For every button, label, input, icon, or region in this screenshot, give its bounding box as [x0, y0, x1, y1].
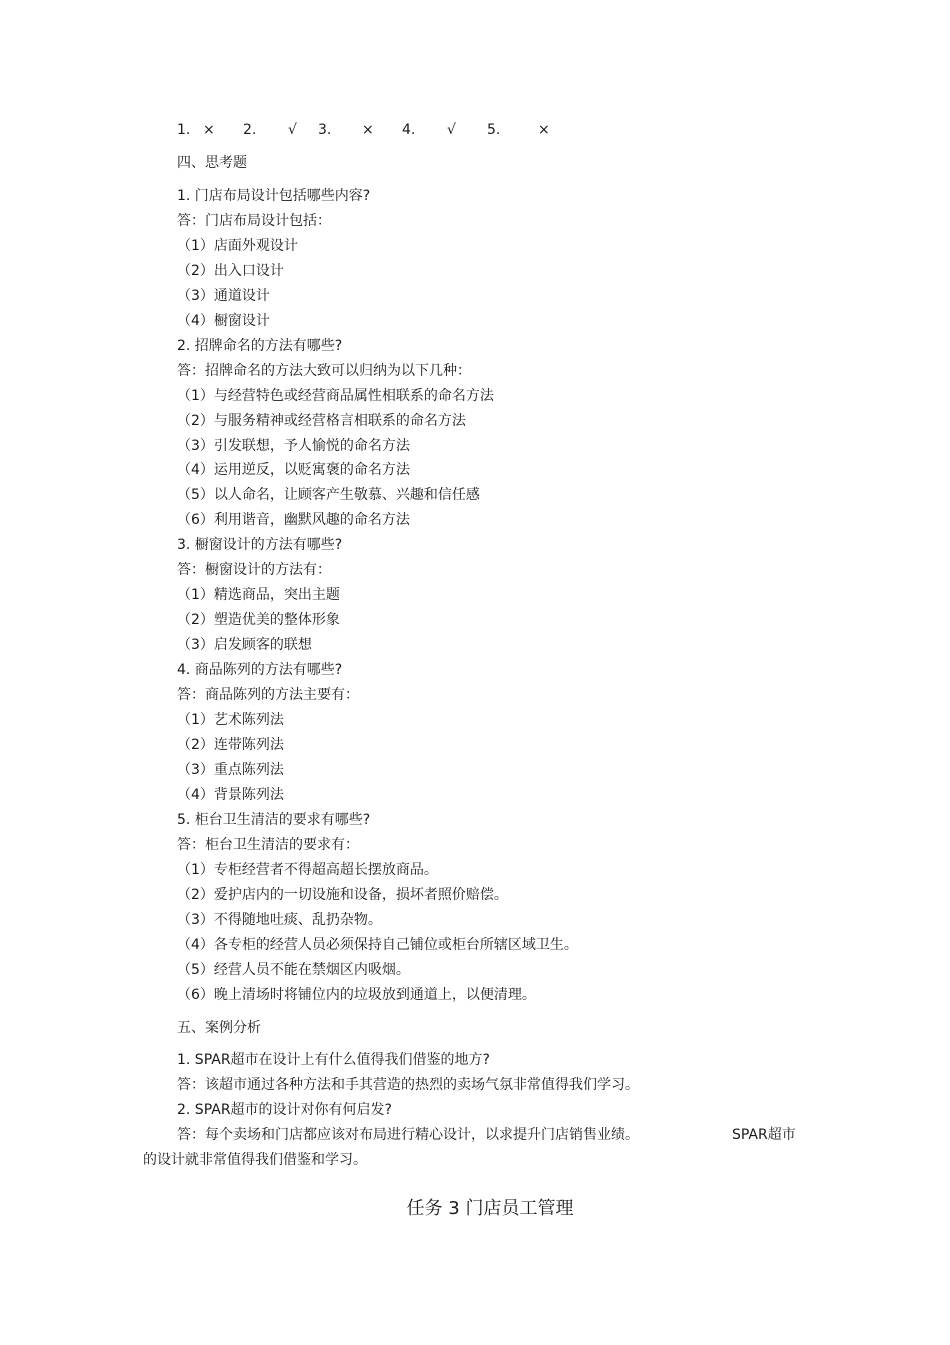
- text-line: 答：橱窗设计的方法有：: [177, 562, 331, 578]
- text-line: 4. 商品陈列的方法有哪些?: [177, 662, 343, 678]
- text-line: （2）爱护店内的一切设施和设备，损坏者照价赔偿。: [177, 887, 508, 903]
- tf-mark-1: ×: [203, 122, 215, 138]
- text-line: （4）运用逆反，以贬寓褒的命名方法: [177, 462, 410, 478]
- text-line: 答：招牌命名的方法大致可以归纳为以下几种：: [177, 363, 471, 379]
- text-line: 1. 门店布局设计包括哪些内容?: [177, 188, 371, 204]
- text-line: 答：该超市通过各种方法和手其营造的热烈的卖场气氛非常值得我们学习。: [177, 1077, 639, 1093]
- text-line: （4）背景陈列法: [177, 787, 284, 803]
- tf-mark-5: ×: [538, 122, 550, 138]
- text-line: （1）专柜经营者不得超高超长摆放商品。: [177, 862, 438, 878]
- text-line: （2）连带陈列法: [177, 737, 284, 753]
- section-heading-5: 五、案例分析: [177, 1020, 261, 1036]
- task-title: 任务 3 门店员工管理: [406, 1198, 574, 1219]
- text-line: 答：门店布局设计包括：: [177, 213, 331, 229]
- text-line: （5）以人命名，让顾客产生敬慕、兴趣和信任感: [177, 487, 480, 503]
- tf-num-4: 4.: [402, 122, 416, 138]
- text-line: （3）不得随地吐痰、乱扔杂物。: [177, 912, 382, 928]
- tf-num-1: 1.: [177, 122, 191, 138]
- text-line: （2）塑造优美的整体形象: [177, 612, 340, 628]
- text-line: （2）出入口设计: [177, 263, 284, 279]
- text-line: 答：每个卖场和门店都应该对布局进行精心设计，以求提升门店销售业绩。: [177, 1127, 639, 1143]
- text-line: （4）各专柜的经营人员必须保持自己铺位或柜台所辖区域卫生。: [177, 937, 578, 953]
- text-line: （2）与服务精神或经营格言相联系的命名方法: [177, 413, 466, 429]
- tf-num-3: 3.: [318, 122, 332, 138]
- text-line: （1）店面外观设计: [177, 238, 298, 254]
- text-line: 答：商品陈列的方法主要有：: [177, 687, 359, 703]
- text-line: （3）启发顾客的联想: [177, 637, 312, 653]
- text-line: （3）重点陈列法: [177, 762, 284, 778]
- tf-mark-4: √: [447, 122, 456, 138]
- text-line: SPAR超市: [732, 1127, 796, 1143]
- tf-num-5: 5.: [487, 122, 501, 138]
- tf-mark-2: √: [288, 122, 297, 138]
- text-line: 5. 柜台卫生清洁的要求有哪些?: [177, 812, 371, 828]
- text-line: （5）经营人员不能在禁烟区内吸烟。: [177, 962, 410, 978]
- text-line: （6）利用谐音，幽默风趣的命名方法: [177, 512, 410, 528]
- text-line: 2. SPAR超市的设计对你有何启发?: [177, 1102, 392, 1118]
- text-line: （6）晚上清场时将铺位内的垃圾放到通道上，以便清理。: [177, 987, 536, 1003]
- text-line: （1）艺术陈列法: [177, 712, 284, 728]
- text-line: 2. 招牌命名的方法有哪些?: [177, 338, 343, 354]
- text-line: （1）与经营特色或经营商品属性相联系的命名方法: [177, 388, 494, 404]
- section-heading-4: 四、思考题: [177, 155, 247, 171]
- text-line-continuation: 的设计就非常值得我们借鉴和学习。: [143, 1152, 367, 1168]
- tf-mark-3: ×: [362, 122, 374, 138]
- text-line: 1. SPAR超市在设计上有什么值得我们借鉴的地方?: [177, 1052, 490, 1068]
- text-line: （1）精选商品，突出主题: [177, 587, 340, 603]
- text-line: （3）引发联想，予人愉悦的命名方法: [177, 438, 410, 454]
- text-line: （4）橱窗设计: [177, 313, 270, 329]
- text-line: （3）通道设计: [177, 288, 270, 304]
- tf-num-2: 2.: [243, 122, 257, 138]
- text-line: 答：柜台卫生清洁的要求有：: [177, 837, 359, 853]
- text-line: 3. 橱窗设计的方法有哪些?: [177, 537, 343, 553]
